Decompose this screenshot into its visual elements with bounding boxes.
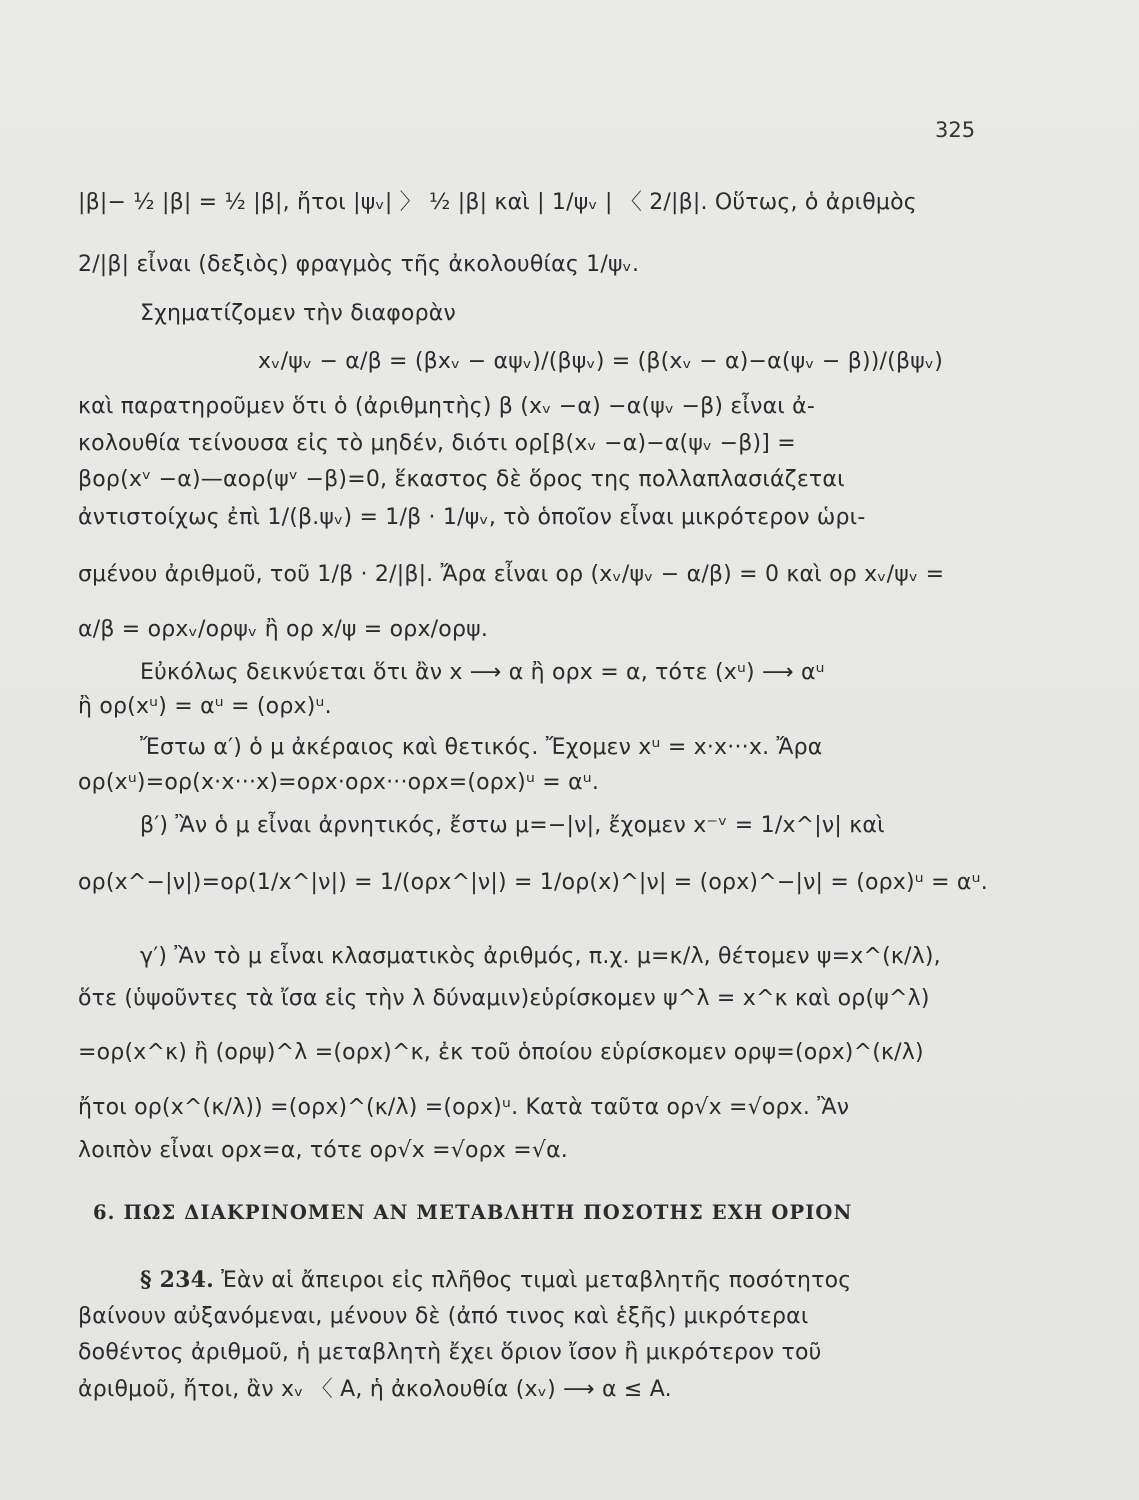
text-line: ἀριθμοῦ, ἤτοι, ἂν xᵥ 〈 A, ἡ ἀκολουθία (xᵥ) ⟶ α ≤ A. xyxy=(78,1377,672,1402)
section-heading: 6. ΠΩΣ ΔΙΑΚΡΙΝΟΜΕΝ ΑΝ ΜΕΤΑΒΛΗΤΗ ΠΟΣΟΤΗΣ ΕΧΗ ΟΡΙΟΝ xyxy=(93,1201,853,1224)
paragraph-text: Ἐὰν αἱ ἄπειροι εἰς πλῆθος τιμαὶ μεταβλητῆς ποσότητος xyxy=(221,1268,852,1293)
text-line: βορ(xᵛ −α)—αορ(ψᵛ −β)=0, ἕκαστος δὲ ὅρος της πολλαπλασιάζεται xyxy=(78,467,845,492)
text-line: Εὐκόλως δεικνύεται ὅτι ἂν x ⟶ α ἢ ορx = α, τότε (xᵘ) ⟶ αᵘ xyxy=(140,660,825,685)
text-line: λοιπὸν εἶναι ορx=α, τότε ορ√x =√ορx =√α. xyxy=(78,1138,568,1163)
text-line: ορ(xᵘ)=ορ(x·x···x)=ορx·ορx···ορx=(ορx)ᵘ = αᵘ. xyxy=(78,770,600,795)
text-line: ἢ ορ(xᵘ) = αᵘ = (ορx)ᵘ. xyxy=(78,694,332,719)
text-line: δοθέντος ἀριθμοῦ, ἡ μεταβλητὴ ἔχει ὅριον ἴσον ἢ μικρότερον τοῦ xyxy=(78,1340,822,1365)
text-line: καὶ παρατηροῦμεν ὅτι ὁ (ἀριθμητὴς) β (xᵥ −α) −α(ψᵥ −β) εἶναι ἀ- xyxy=(78,394,815,419)
equation-line: xᵥ/ψᵥ − α/β = (βxᵥ − αψᵥ)/(βψᵥ) = (β(xᵥ − α)−α(ψᵥ − β))/(βψᵥ) xyxy=(258,349,944,374)
text-line: 2/|β| εἶναι (δεξιὸς) φραγμὸς τῆς ἀκολουθίας 1/ψᵥ. xyxy=(78,252,640,277)
equation-line: α/β = ορxᵥ/ορψᵥ ἢ ορ x/ψ = ορx/ορψ. xyxy=(78,617,489,642)
section-mark: § 234. xyxy=(140,1267,214,1293)
text-line: ἤτοι ορ(x^(κ/λ)) =(ορx)^(κ/λ) =(ορx)ᵘ. Κατὰ ταῦτα ορ√x =√ορx. Ἂν xyxy=(78,1095,850,1120)
text-line: σμένου ἀριθμοῦ, τοῦ 1/β · 2/|β|. Ἄρα εἶναι ορ (xᵥ/ψᵥ − α/β) = 0 καὶ ορ xᵥ/ψᵥ = xyxy=(78,562,945,587)
text-line: |β|− ½ |β| = ½ |β|, ἤτοι |ψᵥ| 〉 ½ |β| καὶ | 1/ψᵥ | 〈 2/|β|. Οὕτως, ὁ ἀριθμὸς xyxy=(78,190,917,215)
text-line: Σχηματίζομεν τὴν διαφορὰν xyxy=(140,301,456,326)
equation-line: ορ(x^−|ν|)=ορ(1/x^|ν|) = 1/(ορx^|ν|) = 1/ορ(x)^|ν| = (ορx)^−|ν| = (ορx)ᵘ = αᵘ. xyxy=(78,870,988,895)
text-line: =ορ(x^κ) ἢ (ορψ)^λ =(ορx)^κ, ἐκ τοῦ ὁποίου εὑρίσκομεν ορψ=(ορx)^(κ/λ) xyxy=(78,1040,924,1065)
text-line: βαίνουν αὐξανόμεναι, μένουν δὲ (ἀπό τινος καὶ ἑξῆς) μικρότεραι xyxy=(78,1304,809,1329)
page-number: 325 xyxy=(935,118,976,142)
text-line: Ἔστω α′) ὁ μ ἀκέραιος καὶ θετικός. Ἔχομεν xᵘ = x·x···x. Ἄρα xyxy=(140,735,823,760)
text-line: β′) Ἂν ὁ μ εἶναι ἀρνητικός, ἔστω μ=−|ν|, ἔχομεν x⁻ᵛ = 1/x^|ν| καὶ xyxy=(140,813,885,838)
text-line: κολουθία τείνουσα εἰς τὸ μηδέν, διότι ορ[β(xᵥ −α)−α(ψᵥ −β)] = xyxy=(78,431,796,456)
paragraph-first-line xyxy=(140,1265,1035,1296)
text-line: ὅτε (ὑψοῦντες τὰ ἴσα εἰς τὴν λ δύναμιν)εὑρίσκομεν ψ^λ = x^κ καὶ ορ(ψ^λ) xyxy=(78,986,930,1011)
text-line: ἀντιστοίχως ἐπὶ 1/(β.ψᵥ) = 1/β · 1/ψᵥ, τὸ ὁποῖον εἶναι μικρότερον ὡρι- xyxy=(78,505,866,530)
text-line: γ′) Ἂν τὸ μ εἶναι κλασματικὸς ἀριθμός, π.χ. μ=κ/λ, θέτομεν ψ=x^(κ/λ), xyxy=(140,944,941,969)
